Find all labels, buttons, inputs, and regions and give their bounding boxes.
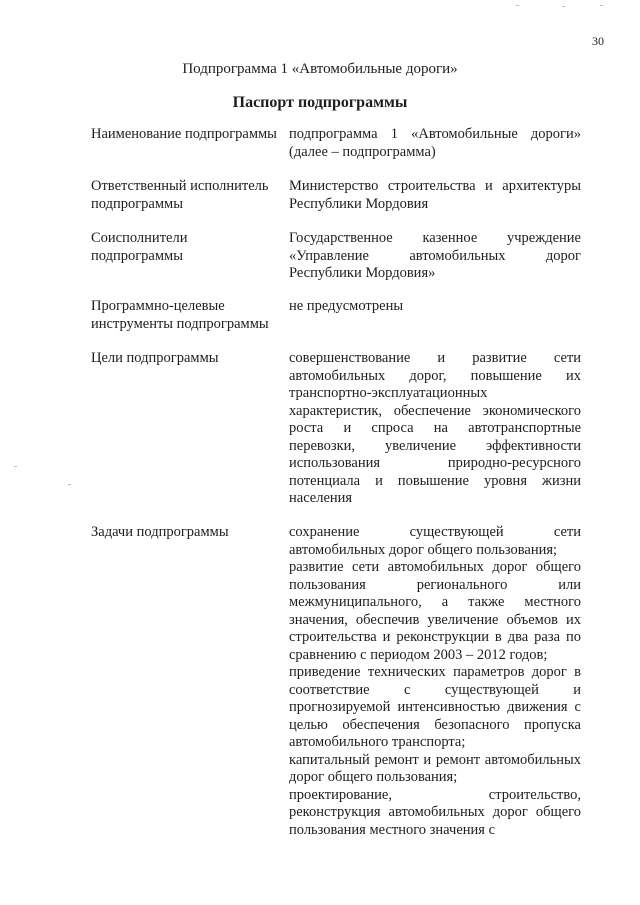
row-value-paragraph: приведение технических параметров дорог в соответствие с существующей и прогнозируемой интенсивностью движения с целью обеспечения безопасного пропуска автомобильного транспорта;	[289, 664, 581, 750]
row-value-paragraph: Государственное казенное учреждение «Управление автомобильных дорог Республики Мордовия»	[289, 230, 581, 281]
row-value	[289, 350, 581, 508]
row-value-paragraph: развитие сети автомобильных дорог общего пользования регионального или межмуниципального, а также местного значения, обеспечив увеличение объемов их строительства и реконструкции в два раза по сравнению с периодом 2003 – 2012 годов;	[289, 559, 581, 663]
row-value-paragraph: проектирование, строительство, реконструкция автомобильных дорог общего пользования местного значения с	[289, 786, 581, 838]
scan-speck	[68, 484, 71, 485]
scan-speck	[600, 5, 603, 6]
row-value	[289, 178, 581, 213]
row-value-paragraph: сохранение существующей сети автомобильных дорог общего пользования;	[289, 524, 581, 558]
scan-speck	[562, 6, 565, 7]
subprogram-title: Подпрограмма 1 «Автомобильные дороги»	[182, 61, 458, 77]
row-value	[289, 524, 581, 839]
row-value-paragraph: подпрограмма 1 «Автомобильные дороги» (далее – подпрограмма)	[289, 126, 581, 160]
row-value	[289, 298, 581, 316]
scan-speck	[516, 5, 519, 6]
scan-speck	[14, 466, 17, 467]
row-label: Программно-целевые инструменты подпрограммы	[91, 298, 269, 332]
passport-title: Паспорт подпрограммы	[232, 94, 408, 111]
row-value-paragraph: совершенствование и развитие сети автомобильных дорог, повышение их транспортно-эксплуатационных характеристик, обеспечение экономического роста и спроса на автотранспортные перевозки, увеличение эффективности использования природно-ресурсного потенциала и повышение уровня жизни населения	[289, 350, 581, 506]
row-label: Соисполнители подпрограммы	[91, 230, 188, 264]
row-value	[289, 126, 581, 161]
row-value-paragraph: капитальный ремонт и ремонт автомобильных дорог общего пользования;	[289, 751, 581, 785]
page-number: 30	[592, 34, 604, 48]
row-label: Ответственный исполнитель подпрограммы	[91, 178, 269, 212]
row-value-paragraph: не предусмотрены	[289, 298, 404, 314]
row-value	[289, 230, 581, 283]
row-value-paragraph: Министерство строительства и архитектуры Республики Мордовия	[289, 178, 581, 212]
row-label: Задачи подпрограммы	[91, 524, 229, 540]
row-label: Цели подпрограммы	[91, 350, 219, 366]
row-label: Наименование подпрограммы	[91, 126, 277, 142]
